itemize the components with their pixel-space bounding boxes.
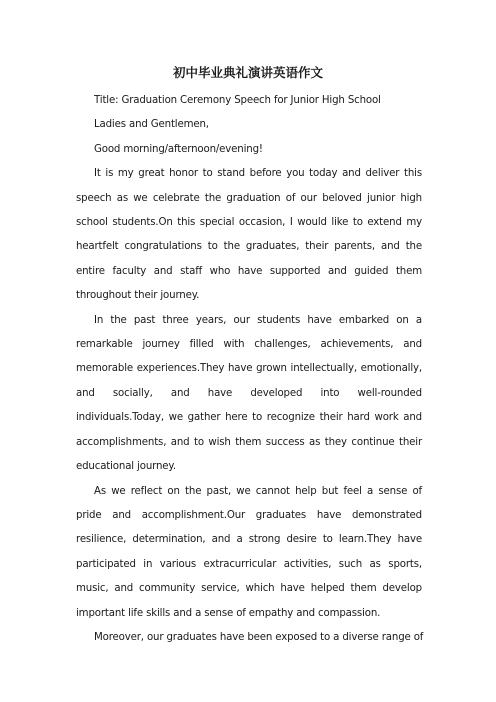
body-paragraph-moreover: Moreover, our graduates have been exposed to a diverse range of — [94, 631, 424, 643]
document-body — [76, 89, 422, 650]
salutation-paragraph: Ladies and Gentlemen, — [94, 119, 209, 131]
body-paragraph-reflection: As we reflect on the past, we cannot help but feel a sense of pride and accomplishment.Our graduates have demonstrated resilience, determination, and a strong desire to learn.They have participated in various extracurricular activities, such as sports, music, and community service, which have helped them develop important life skills and a sense of empathy and compassion. — [76, 485, 422, 619]
body-paragraph-honor: It is my great honor to stand before you today and deliver this speech as we celebrate the graduation of our beloved junior high school students.On this special occasion, I would like to extend my heartfelt congratulations to the graduates, their parents, and the entire faculty and staff who have supported and guided them throughout their journey. — [76, 168, 422, 302]
speech-title-line: Title: Graduation Ceremony Speech for Junior High School — [94, 95, 381, 106]
document-title: 初中毕业典礼演讲英语作文 — [172, 65, 323, 80]
greeting-paragraph: Good morning/afternoon/evening! — [94, 143, 263, 155]
body-paragraph-journey: In the past three years, our students have embarked on a remarkable journey filled with challenges, achievements, and memorable experiences.They have grown intellectually, emotionally, and socially, and have developed into well-rounded individuals.Today, we gather here to recognize their hard work and accomplishments, and to wish them success as they continue their educational journey. — [76, 314, 422, 473]
